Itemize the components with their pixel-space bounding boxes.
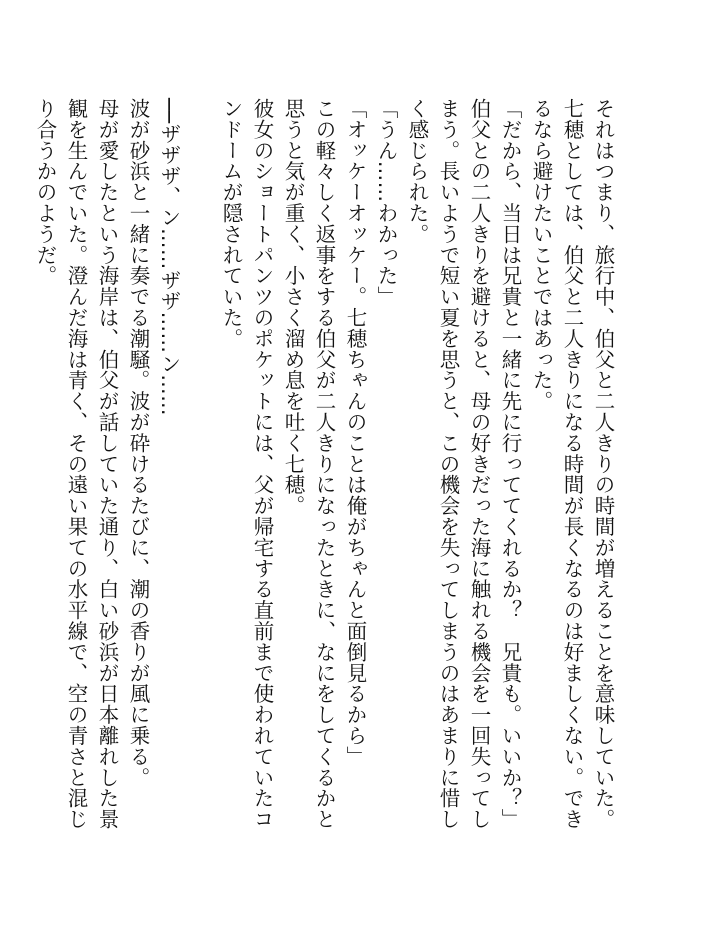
vertical-text-body bbox=[29, 98, 618, 838]
paragraph-sound-effect: ──ザザザ、ン……ザザ……ン…… bbox=[157, 98, 181, 417]
blank-line bbox=[184, 98, 215, 838]
paragraph-8: 彼女のショートパンツのポケットには、父が帰宅する直前まで使われていたコンドームが隠されていた。 bbox=[219, 98, 274, 830]
paragraph-5: 「うん……わかった」 bbox=[374, 98, 398, 307]
paragraph-11: 母が愛したという海岸は、伯父が話していた通り、白い砂浜が日本離れした景観を生んでいた。澄んだ海は青く、その遠い果ての水平線で、空の青さと混じり合うかのようだ。 bbox=[33, 98, 119, 830]
paragraph-4: 伯父との二人きりを避けると、母の好きだった海に触れる機会を一回失ってしまう。長いようで短い夏を思うと、この機会を失ってしまうのはあまりに惜しく感じられた。 bbox=[405, 98, 491, 830]
paragraph-6: 「オッケーオッケー。七穂ちゃんのことは俺がちゃんと面倒見るから」 bbox=[343, 98, 367, 767]
paragraph-3: 「だから、当日は兄貴と一緒に先に行っててくれるか？ 兄貴も。いいか？」 bbox=[498, 98, 522, 830]
paragraph-10: 波が砂浜と一緒に奏でる潮騒。波が砕けるたびに、潮の香りが風に乗る。 bbox=[126, 98, 150, 788]
paragraph-2: 七穂としては、伯父と二人きりになる時間が長くなるのは好ましくない。できるなら避けたいことではあった。 bbox=[529, 98, 584, 830]
paragraph-7: この軽々しく返事をする伯父が二人きりになったときに、なにをしてくるかと思うと気が重く、小さく溜め息を吐く七穂。 bbox=[281, 98, 336, 830]
paragraph-1: それはつまり、旅行中、伯父と二人きりの時間が増えることを意味していた。 bbox=[591, 98, 615, 830]
